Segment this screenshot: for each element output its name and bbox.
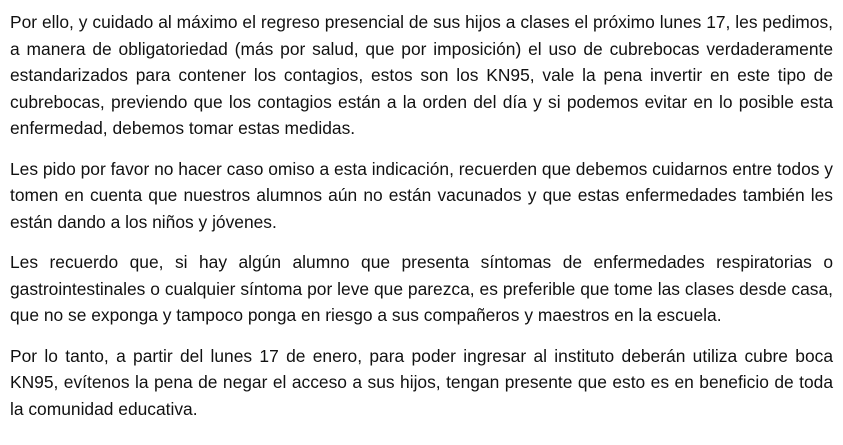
paragraph-please-comply: Les pido por favor no hacer caso omiso a esta indicación, recuerden que debemos cuidarnos entre todos y tomen en cuenta que nuestros alumnos aún no están vacunados y que estas enfermedades también les están dando a los niños y jóvenes.	[10, 158, 833, 232]
paragraph-january-17-requirement: Por lo tanto, a partir del lunes 17 de enero, para poder ingresar al instituto deberán utiliza cubre boca KN95, evítenos la pena de negar el acceso a sus hijos, tengan presente que esto es en beneficio de toda la comunidad educativa.	[10, 345, 833, 419]
paragraph-kn95-request: Por ello, y cuidado al máximo el regreso presencial de sus hijos a clases el próximo lunes 17, les pedimos, a manera de obligatoriedad (más por salud, que por imposición) el uso de cubrebocas verdaderamente estandarizados para contener los contagios, estos son los KN95, vale la pena invertir en este tipo de cubrebocas, previendo que los contagios están a la orden del día y si podemos evitar en lo posible esta enfermedad, debemos tomar estas medidas.	[10, 12, 833, 138]
paragraph-symptoms-reminder: Les recuerdo que, si hay algún alumno que presenta síntomas de enfermedades respiratorias o gastrointestinales o cualquier síntoma por leve que parezca, es preferible que tome las clases desde casa, que no se exponga y tampoco ponga en riesgo a sus compañeros y maestros en la escuela.	[10, 252, 833, 325]
